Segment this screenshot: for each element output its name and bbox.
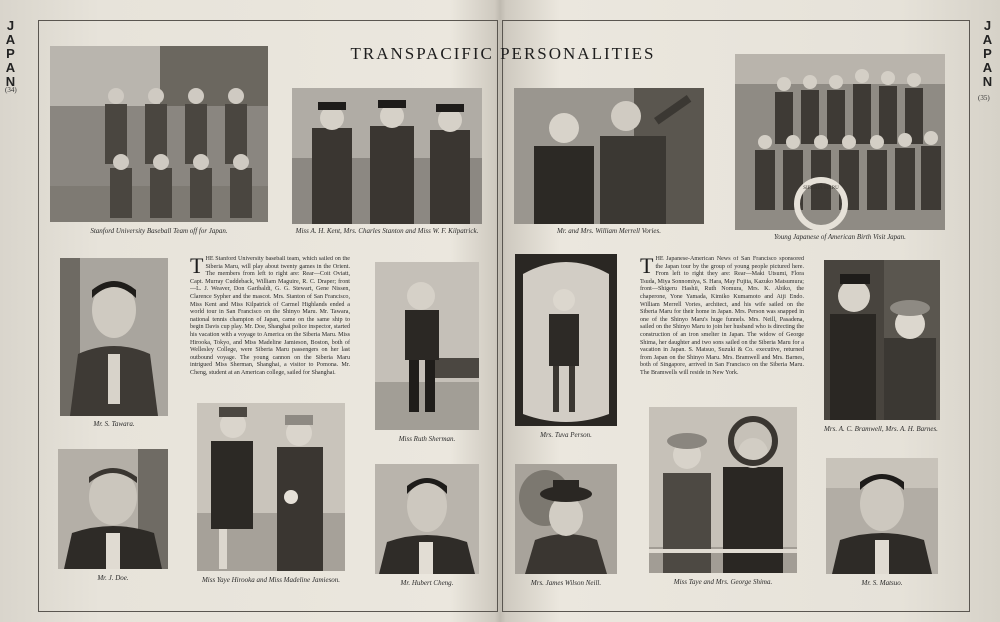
vories-image — [514, 88, 704, 224]
photo-young-japanese — [735, 54, 945, 230]
photo-doe — [58, 449, 168, 569]
photo-baseball-team — [50, 46, 268, 222]
tuva-person-image — [515, 254, 617, 426]
article-right-text: HE Japanese-American News of San Francisco sponsored the Japan tour by the group of young people pictured here. From left to right they are: Rear—Maki Utsumi, Flora Tsuda, Miya Sonnomiya, S. Hara, May Fujita, Kazuko Matsumura; front—Shigeru Hashii, Ruth Nomura, Mrs. K. Abiko, the chaperone, Yone Yamada, Kimiko Kumamoto and Aiji Endo. William Merrell Vories, architect, and his wife sailed on the Siberia Maru for their home in Japan. Mrs. Person was snapped in one of the Shinyo Maru's huge funnels. Mrs. Neill, Pasadena, sailed on the Shinyo Maru to join her husband who is directing the construction of an iron smelter in Japan. The widow of George Shima, her daughter and two sons sailed on the Siberia Maru for a vacation in Japan. S. Matsuo, Suzuki & Co. executive, returned from Japan on the Shinyo Maru. Mrs. Bramwell and Mrs. Barnes, both of Singapore, arrived in San Francisco on the Siberia Maru. The Bramwells will reside in New York. — [640, 256, 804, 376]
bramwell-barnes-image — [824, 260, 940, 420]
caption-tawara: Mr. S. Tawara. — [93, 420, 135, 428]
photo-bramwell-barnes — [824, 260, 940, 420]
caption-baseball-team: Stanford University Baseball Team off for Japan. — [90, 227, 228, 235]
caption-doe: Mr. J. Doe. — [97, 574, 129, 582]
photo-tawara — [60, 258, 168, 416]
caption-neill: Mrs. James Wilson Neill. — [530, 579, 602, 587]
neill-image — [515, 464, 617, 574]
shima-image — [649, 407, 797, 573]
matsuo-image — [826, 458, 938, 574]
caption-ruth-sherman: Miss Ruth Sherman. — [398, 435, 456, 443]
article-right — [640, 256, 804, 392]
photo-cheng — [375, 464, 479, 574]
photo-hirooka-jamieson — [197, 403, 345, 571]
tawara-image — [60, 258, 168, 416]
caption-tuva-person: Mrs. Tuva Person. — [540, 431, 592, 439]
caption-cheng: Mr. Hubert Cheng. — [400, 579, 454, 587]
hirooka-jamieson-image — [197, 403, 345, 571]
masthead-right: JAPAN — [980, 18, 995, 88]
page-number-right: (35) — [978, 94, 990, 102]
caption-kent-stanton-kilpatrick: Miss A. H. Kent, Mrs. Charles Stanton and Miss W. F. Kilpatrick. — [295, 227, 479, 235]
baseball-team-image — [50, 46, 268, 222]
life-ring-label: SIBERIA MARU — [803, 186, 839, 191]
photo-neill — [515, 464, 617, 574]
caption-hirooka-jamieson: Miss Yaye Hirooka and Miss Madeline Jamieson. — [201, 576, 341, 584]
cheng-image — [375, 464, 479, 574]
photo-matsuo — [826, 458, 938, 574]
caption-young-japanese: Young Japanese of American Birth Visit Japan. — [774, 233, 906, 241]
caption-shima: Miss Taye and Mrs. George Shima. — [673, 578, 773, 586]
doe-image — [58, 449, 168, 569]
caption-matsuo: Mr. S. Matsuo. — [861, 579, 903, 587]
page-title: TRANSPACIFIC PERSONALITIES — [350, 44, 656, 63]
young-japanese-image — [735, 54, 945, 230]
article-left-text: HE Stanford University baseball team, which sailed on the Siberia Maru, will play about twenty games in the Orient. The members from left to right are: Rear—Coit Oviatt, Capt. Murray Cuddeback, William Maguire, R. C. Draper; front—L. J. Weaver, Don Garibaldi, G. G. Stewart, Gene Nissen, Clarence Sypher and the mascot. Mrs. Stanton of San Francisco, Miss Kent and Miss Kilpatrick of Carmel Highlands ended a world tour in San Francisco on the Shinyo Maru. Mr. Tawara, national tennis champion of Japan, came on the same ship to begin Davis cup play. Mr. Doe, Shanghai police inspector, started his vacation with a voyage to America on the Siberia Maru. Miss Hirooka, Tokyo, and Miss Madeline Jamieson, Boston, both of Wellesley College, were Siberia Maru passengers on her last outbound voyage. The young cannon on the Siberia Maru intrigued Miss Sherman, Shanghai, a visitor to Pomona. Mr. Cheng, student at an American college, sailed for Shanghai. — [190, 256, 350, 376]
photo-kent-stanton-kilpatrick — [292, 88, 482, 224]
masthead-left: JAPAN — [3, 18, 18, 88]
photo-vories — [514, 88, 704, 224]
article-left-drop-cap: T — [190, 256, 204, 278]
page-number-left: (34) — [5, 86, 17, 94]
article-right-drop-cap: T — [640, 256, 654, 278]
article-left — [190, 256, 350, 392]
caption-vories: Mr. and Mrs. William Merrell Vories. — [557, 227, 661, 235]
photo-shima — [649, 407, 797, 573]
ruth-sherman-image — [375, 262, 479, 430]
photo-ruth-sherman — [375, 262, 479, 430]
photo-tuva-person — [515, 254, 617, 426]
caption-bramwell-barnes: Mrs. A. C. Bramwell, Mrs. A. H. Barnes. — [824, 425, 938, 433]
kent-stanton-kilpatrick-image — [292, 88, 482, 224]
